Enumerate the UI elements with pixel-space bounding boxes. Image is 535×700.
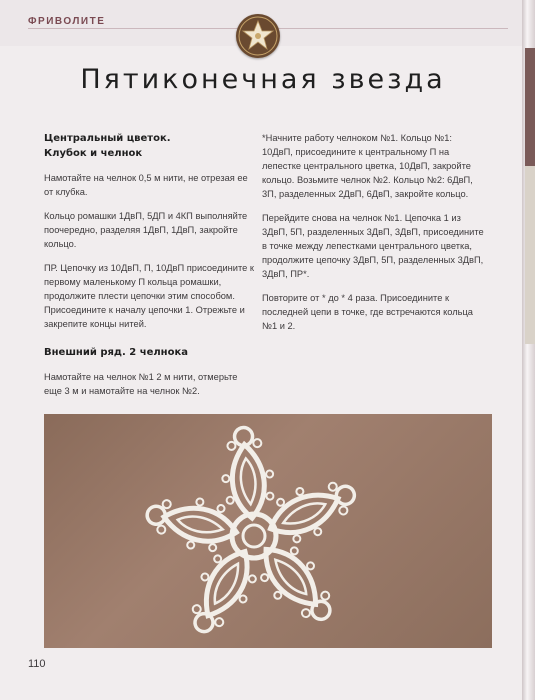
heading-central-flower-line2: Клубок и челнок [44,148,143,159]
right-column [262,131,484,343]
page-number: 110 [28,658,46,670]
next-page-edge [525,166,535,344]
page-title: Пятиконечная звезда [80,64,446,95]
heading-central-flower-line1: Центральный цветок. [44,133,171,144]
paragraph: Намотайте на челнок №1 2 м нити, отмерьте еще 3 м и намотайте на челнок №2. [44,372,238,396]
heading-outer-row: Внешний ряд. 2 челнока [44,347,188,358]
paragraph: Перейдите снова на челнок №1. Цепочка 1 из 3ДвП, 5П, разделенных 3ДвП, 3ДвП, присоедините в точке между лепестками центрального цветка, продолжите цепочку 3ДвП, 5П, разделенных 3ДвП, 3ДвП, ПР*. [262,213,484,279]
paragraph: ПР. Цепочку из 10ДвП, П, 10ДвП присоедините к первому маленькому П кольца ромашки, продолжите плести цепочки этим способом. Присоедините к началу цепочки 1. Отрежьте и закрепите концы нитей. [44,263,254,329]
star-emblem-icon [236,14,280,58]
paragraph: Повторите от * до * 4 раза. Присоедините к последней цепи в точке, где встречаются кольца №1 и 2. [262,293,473,331]
paragraph: Кольцо ромашки 1ДвП, 5ДП и 4КП выполняйте поочередно, разделяя 1ДвП, 1ДвП, закройте кольцо. [44,211,248,249]
paragraph: Намотайте на челнок 0,5 м нити, не отрезая ее от клубка. [44,173,248,197]
lace-star-photo [44,414,492,648]
paragraph: *Начните работу челноком №1. Кольцо №1: 10ДвП, присоедините к центральному П на лепестке центрального цветка, 10ДвП, закройте кольцо. Возьмите челнок №2. Кольцо №2: 6ДвП, 3П, разделенных 2ДвП, 6ДвП, закройте кольцо. [262,133,473,199]
section-label: ФРИВОЛИТЕ [28,16,106,27]
left-column [44,131,256,408]
next-page-edge [525,48,535,166]
heading-central-flower [44,131,256,161]
